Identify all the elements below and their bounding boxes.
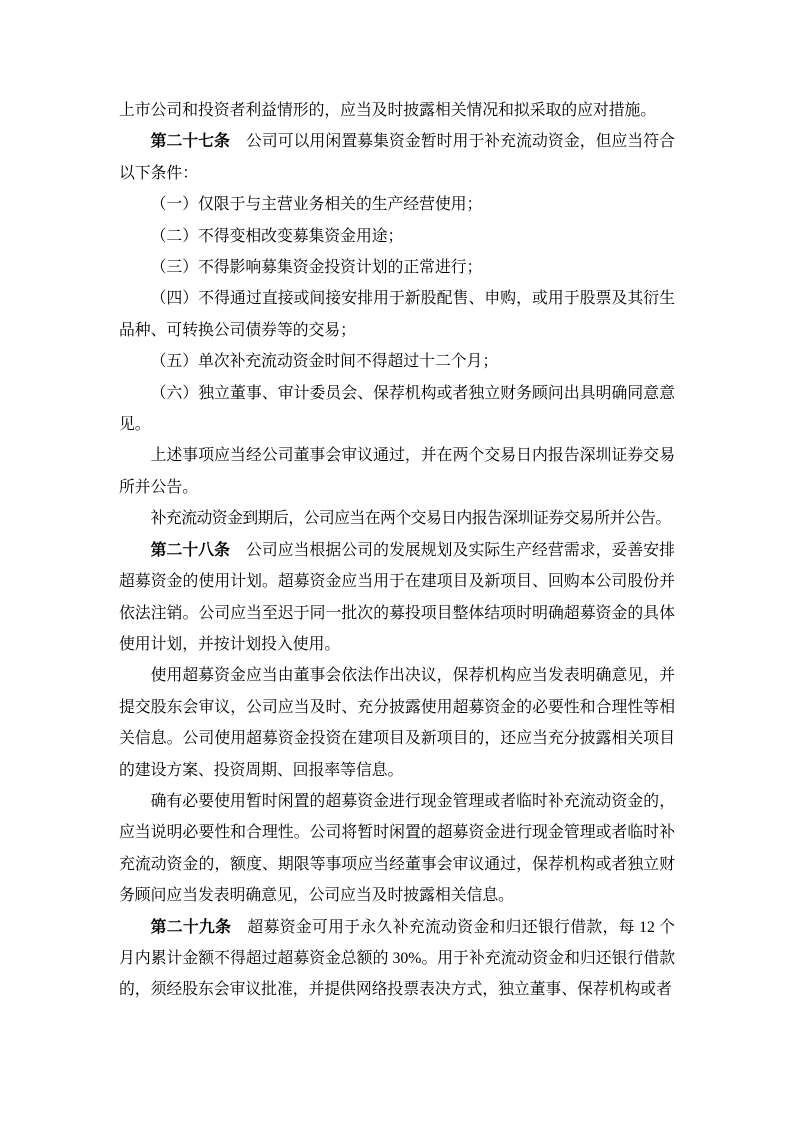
paragraph-text: 上市公司和投资者利益情形的，应当及时披露相关情况和拟采取的应对措施。	[119, 102, 657, 119]
body-paragraph	[119, 503, 675, 534]
paragraph-text: 公司应当根据公司的发展规划及实际生产经营需求，妥善安排超募资金的使用计划。超募资金应当用于在建项目及新项目、回购本公司股份并依法注销。公司应当至迟于同一批次的募投项目整体结项时明确超募资金的具体使用计划，并按计划投入使用。	[119, 541, 675, 653]
paragraph-text: （二）不得变相改变募集资金用途；	[150, 227, 404, 245]
body-paragraph	[119, 95, 675, 126]
body-paragraph	[119, 440, 675, 503]
article-paragraph	[119, 535, 675, 661]
article-number: 第二十七条	[150, 133, 231, 151]
paragraph-text: （五）单次补充流动资金时间不得超过十二个月；	[150, 353, 499, 371]
paragraph-text: （三）不得影响募集资金投资计划的正常进行；	[150, 259, 483, 277]
body-paragraph	[119, 252, 675, 283]
article-number: 第二十八条	[150, 541, 231, 559]
paragraph-text: 补充流动资金到期后，公司应当在两个交易日内报告深圳证券交易所并公告。	[150, 510, 671, 528]
document-body	[119, 95, 675, 1006]
paragraph-text: 超募资金可用于永久补充流动资金和归还银行借款，每 12 个月内累计金额不得超过超募资金总额的 30%。用于补充流动资金和归还银行借款的，须经股东会审议批准，并提供网络投票表决方式，独立董事、保荐机构或者	[119, 918, 675, 999]
paragraph-text: 公司可以用闲置募集资金暂时用于补充流动资金，但应当符合以下条件：	[119, 133, 675, 182]
article-number: 第二十九条	[150, 918, 232, 936]
paragraph-text: 确有必要使用暂时闲置的超募资金进行现金管理或者临时补充流动资金的，应当说明必要性和合理性。公司将暂时闲置的超募资金进行现金管理或者临时补充流动资金的，额度、期限等事项应当经董事会审议通过，保荐机构或者独立财务顾问应当发表明确意见，公司应当及时披露相关信息。	[119, 792, 675, 905]
body-paragraph	[119, 346, 675, 377]
article-paragraph	[119, 126, 675, 189]
body-paragraph	[119, 189, 675, 220]
body-paragraph	[119, 660, 675, 786]
paragraph-text: （六）独立董事、审计委员会、保荐机构或者独立财务顾问出具明确同意意见。	[119, 384, 675, 434]
paragraph-text: （一）仅限于与主营业务相关的生产经营使用；	[150, 196, 483, 214]
body-paragraph	[119, 786, 675, 912]
paragraph-text: 上述事项应当经公司董事会审议通过，并在两个交易日内报告深圳证券交易所并公告。	[119, 447, 675, 496]
body-paragraph	[119, 221, 675, 252]
paragraph-text: （四）不得通过直接或间接安排用于新股配售、申购，或用于股票及其衍生品种、可转换公司债券等的交易；	[119, 290, 675, 339]
body-paragraph	[119, 378, 675, 441]
article-paragraph	[119, 912, 675, 1006]
body-paragraph	[119, 283, 675, 346]
paragraph-text: 使用超募资金应当由董事会依法作出决议，保荐机构应当发表明确意见，并提交股东会审议，公司应当及时、充分披露使用超募资金的必要性和合理性等相关信息。公司使用超募资金投资在建项目及新项目的，还应当充分披露相关项目的建设方案、投资周期、回报率等信息。	[119, 667, 675, 779]
